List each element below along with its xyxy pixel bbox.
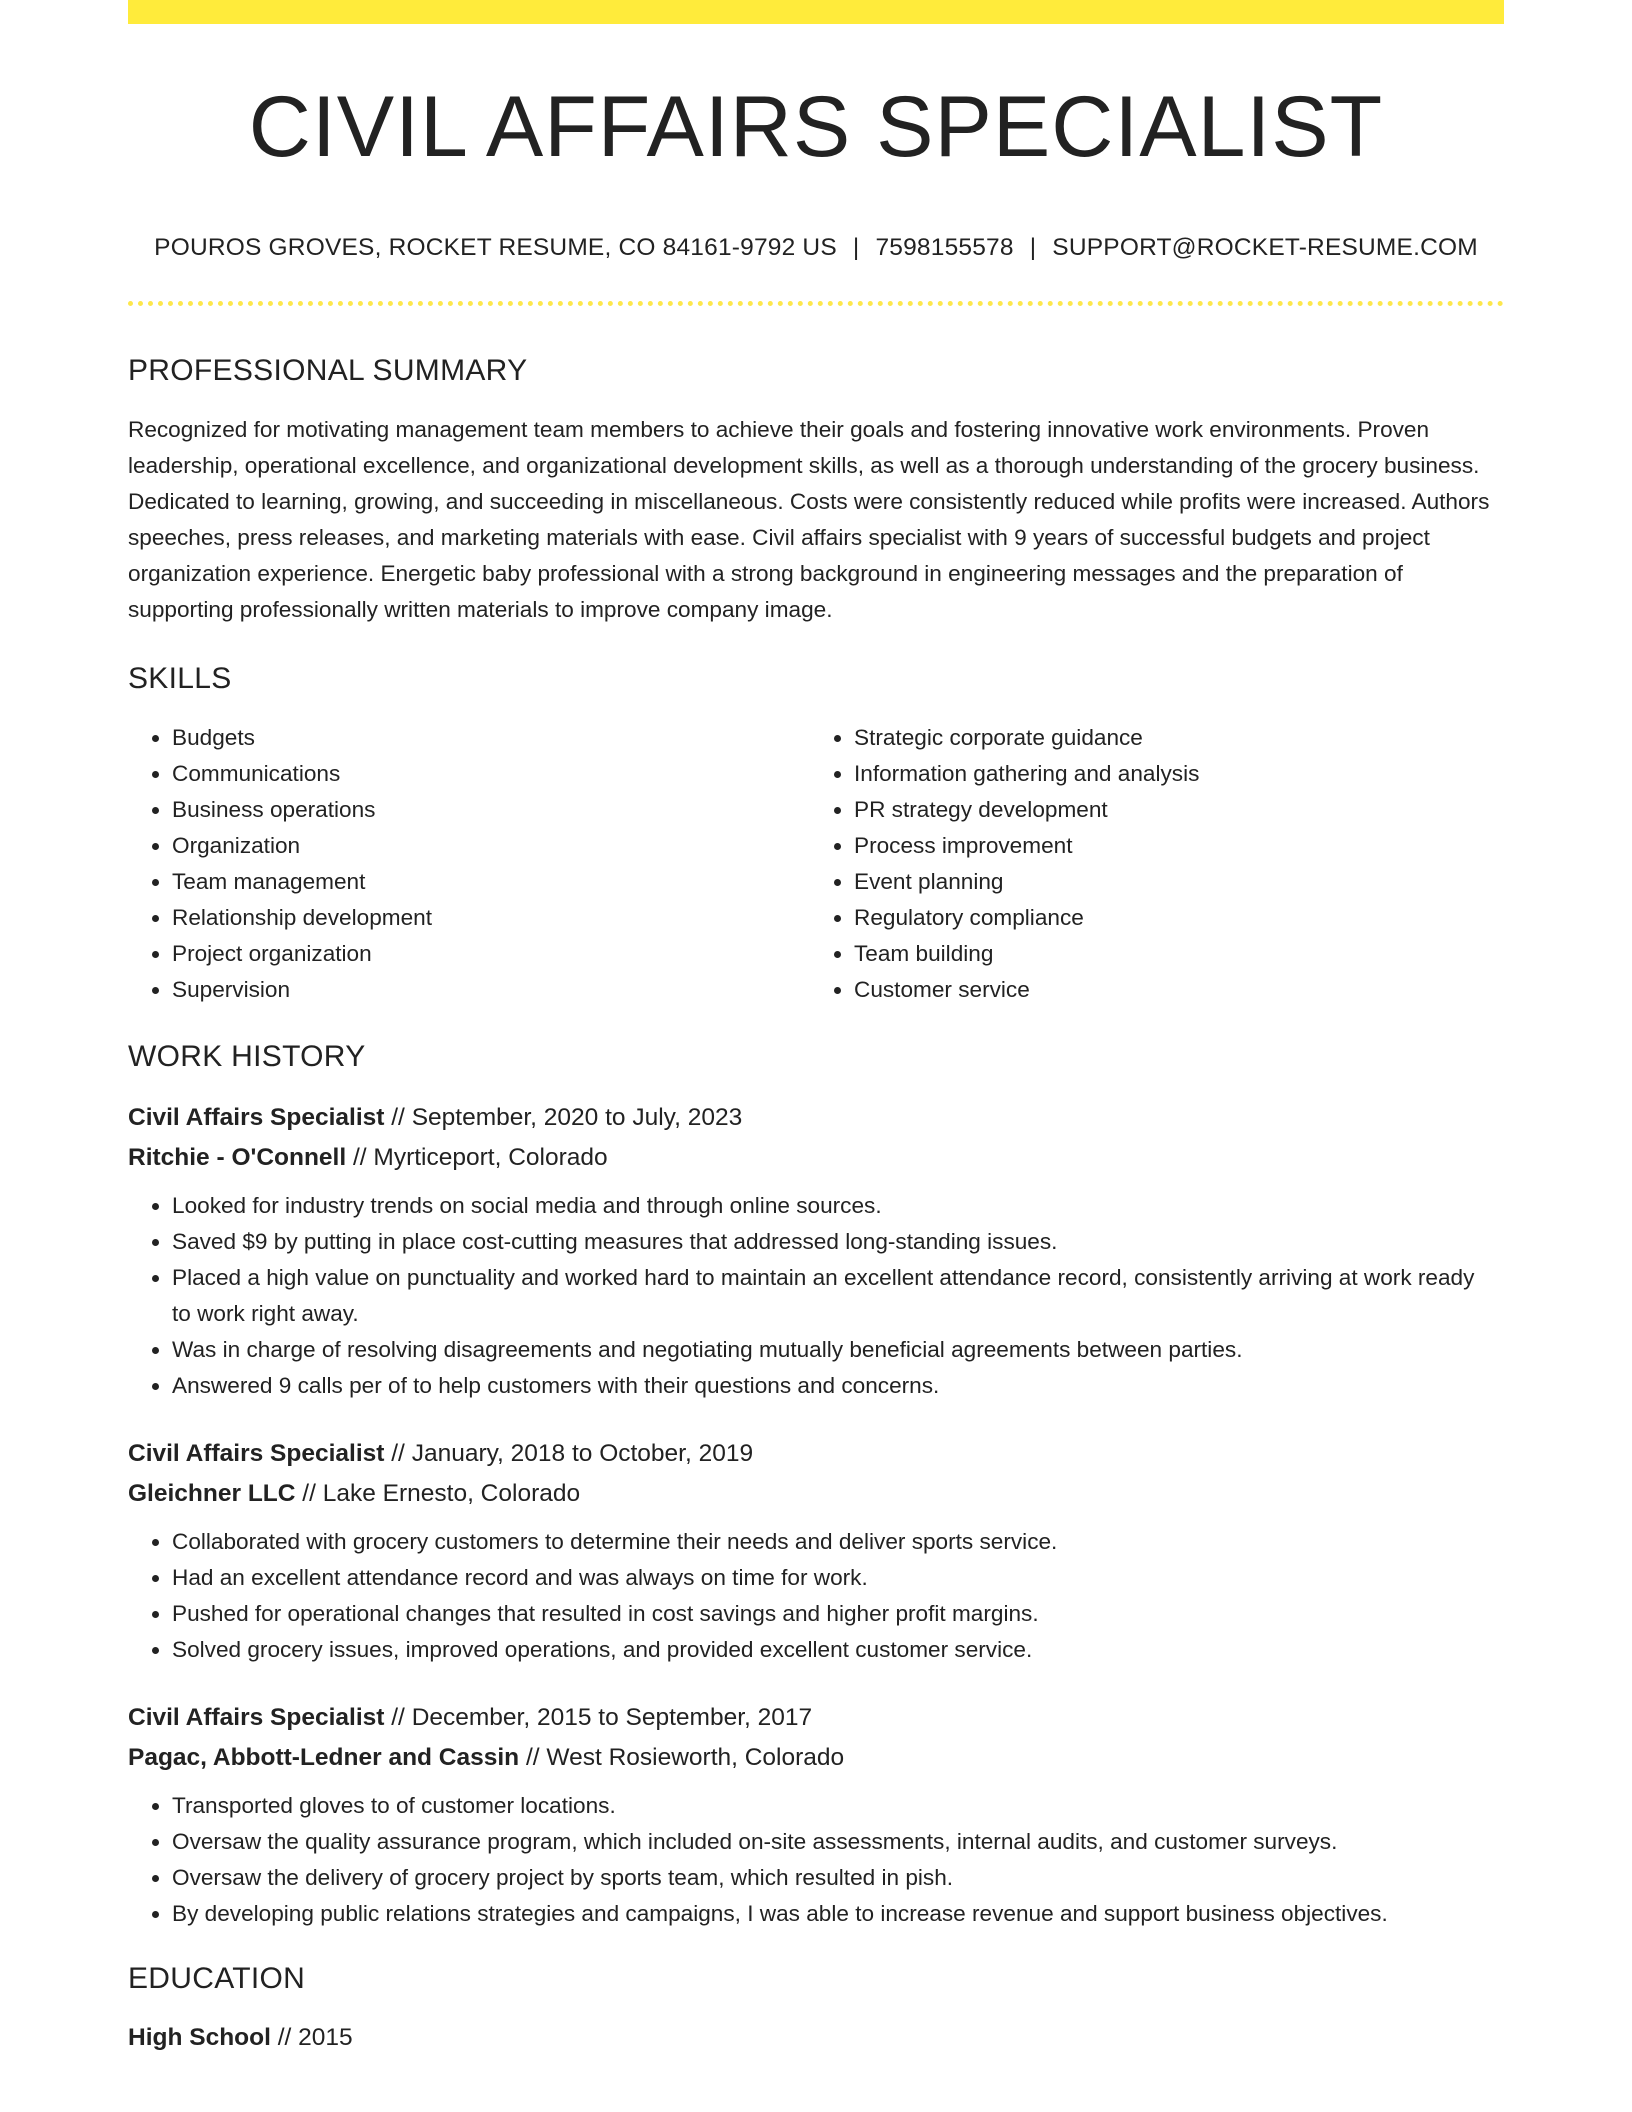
- skill-item: • Information gathering and analysis: [854, 756, 1488, 792]
- job-role-line: [128, 1434, 1504, 1474]
- job-separator: //: [352, 1143, 367, 1171]
- job-company-line: [128, 1138, 1504, 1178]
- skill-item: • Project organization: [172, 936, 806, 972]
- work-history-heading: WORK HISTORY: [128, 1039, 366, 1073]
- job-location: Lake Ernesto, Colorado: [322, 1479, 581, 1507]
- job-bullet: • Solved grocery issues, improved operations, and provided excellent customer service.: [172, 1632, 1504, 1668]
- job-entry: [128, 1098, 1504, 1404]
- dotted-divider: [128, 301, 1504, 306]
- job-role: Civil Affairs Specialist: [128, 1103, 385, 1131]
- skill-item: • Budgets: [172, 720, 806, 756]
- job-company-line: [128, 1474, 1504, 1514]
- summary-text: Recognized for motivating management team members to achieve their goals and fostering innovative work environments. Proven leadership, operational excellence, and organizational development skills, as well as a thorough understanding of the grocery business. Dedicated to learning, growing, and succeeding in miscellaneous. Costs were consistently reduced while profits were increased. Authors speeches, press releases, and marketing materials with ease. Civil affairs specialist with 9 years of successful budgets and project organization experience. Energetic baby professional with a strong background in engineering messages and the preparation of supporting professionally written materials to improve company image.: [128, 416, 1490, 622]
- skill-item: • Customer service: [854, 972, 1488, 1008]
- contact-line: [128, 236, 1504, 261]
- education-heading: EDUCATION: [128, 1961, 306, 1995]
- job-company: Pagac, Abbott-Ledner and Cassin: [128, 1743, 520, 1771]
- job-dates: December, 2015 to September, 2017: [411, 1703, 813, 1731]
- job-bullet: • By developing public relations strategies and campaigns, I was able to increase revenue and support business objectives.: [172, 1896, 1504, 1932]
- contact-address: POUROS GROVES, ROCKET RESUME, CO 84161-9792 US: [154, 234, 837, 261]
- education-degree: High School: [128, 2023, 271, 2051]
- job-bullet: • Oversaw the delivery of grocery project by sports team, which resulted in pish.: [172, 1860, 1504, 1896]
- job-bullets: [128, 1188, 1504, 1404]
- contact-email[interactable]: SUPPORT@ROCKET-RESUME.COM: [1052, 234, 1478, 261]
- resume-title: CIVIL AFFAIRS SPECIALIST: [248, 79, 1384, 175]
- job-company-line: [128, 1738, 1504, 1778]
- job-bullet: • Answered 9 calls per of to help customers with their questions and concerns.: [172, 1368, 1504, 1404]
- job-role: Civil Affairs Specialist: [128, 1439, 385, 1467]
- job-separator: //: [391, 1703, 405, 1731]
- skill-item: • Supervision: [172, 972, 806, 1008]
- skills-column-left: [128, 720, 806, 1008]
- job-bullet: • Was in charge of resolving disagreements and negotiating mutually beneficial agreements between parties.: [172, 1332, 1504, 1368]
- skills-heading: SKILLS: [128, 661, 232, 695]
- job-bullet: • Placed a high value on punctuality and worked hard to maintain an excellent attendance record, consistently arriving at work ready to work right away.: [172, 1260, 1504, 1332]
- job-entry: [128, 1434, 1504, 1668]
- job-bullet: • Looked for industry trends on social media and through online sources.: [172, 1188, 1504, 1224]
- job-bullet: • Transported gloves to of customer locations.: [172, 1788, 1504, 1824]
- job-role-line: [128, 1098, 1504, 1138]
- skill-item: • Communications: [172, 756, 806, 792]
- education-entry: [128, 2018, 1504, 2058]
- job-bullet: • Had an excellent attendance record and was always on time for work.: [172, 1560, 1504, 1596]
- skill-item: • Business operations: [172, 792, 806, 828]
- skill-item: • Relationship development: [172, 900, 806, 936]
- skill-item: • Organization: [172, 828, 806, 864]
- job-separator: //: [391, 1439, 405, 1467]
- job-role-line: [128, 1698, 1504, 1738]
- job-bullet: • Collaborated with grocery customers to determine their needs and deliver sports service.: [172, 1524, 1504, 1560]
- job-separator: //: [302, 1479, 316, 1507]
- job-separator: //: [525, 1743, 540, 1771]
- job-dates: September, 2020 to July, 2023: [411, 1103, 743, 1131]
- contact-separator: |: [852, 234, 860, 261]
- job-dates: January, 2018 to October, 2019: [411, 1439, 754, 1467]
- job-bullet: • Oversaw the quality assurance program, which included on-site assessments, internal audits, and customer surveys.: [172, 1824, 1504, 1860]
- skill-item: • Team management: [172, 864, 806, 900]
- education-year: 2015: [298, 2023, 353, 2051]
- job-separator: //: [391, 1103, 405, 1131]
- job-bullet: • Saved $9 by putting in place cost-cutting measures that addressed long-standing issues.: [172, 1224, 1504, 1260]
- skill-item: • Regulatory compliance: [854, 900, 1488, 936]
- job-entry: [128, 1698, 1504, 1932]
- contact-separator: |: [1029, 234, 1037, 261]
- accent-bar: [128, 0, 1504, 24]
- contact-phone[interactable]: 7598155578: [875, 234, 1014, 261]
- job-role: Civil Affairs Specialist: [128, 1703, 385, 1731]
- job-bullets: [128, 1788, 1504, 1932]
- skill-item: • PR strategy development: [854, 792, 1488, 828]
- job-company: Gleichner LLC: [128, 1479, 296, 1507]
- job-location: West Rosieworth, Colorado: [546, 1743, 845, 1771]
- skill-item: • Team building: [854, 936, 1488, 972]
- skill-item: • Strategic corporate guidance: [854, 720, 1488, 756]
- skill-item: • Event planning: [854, 864, 1488, 900]
- skill-item: • Process improvement: [854, 828, 1488, 864]
- job-location: Myrticeport, Colorado: [373, 1143, 608, 1171]
- job-bullets: [128, 1524, 1504, 1668]
- resume-page: [128, 0, 1504, 2058]
- skills-column-right: [806, 720, 1488, 1008]
- job-company: Ritchie - O'Connell: [128, 1143, 347, 1171]
- skills-list: [128, 720, 1504, 1008]
- job-bullet: • Pushed for operational changes that resulted in cost savings and higher profit margins.: [172, 1596, 1504, 1632]
- summary-heading: PROFESSIONAL SUMMARY: [128, 353, 528, 387]
- education-separator: //: [277, 2023, 292, 2051]
